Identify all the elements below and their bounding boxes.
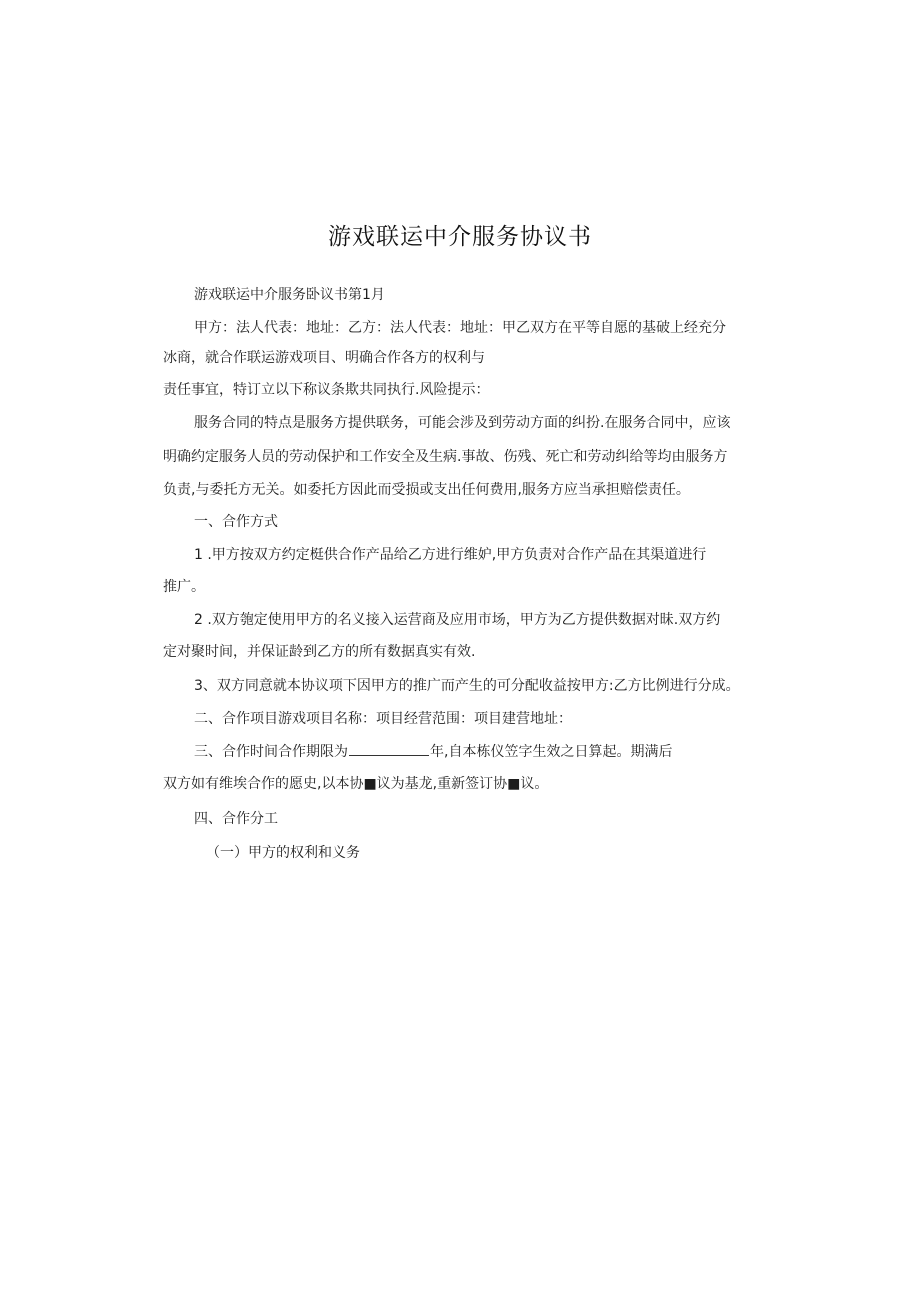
paragraph-line: 责任事宜，特订立以下称议条欺共同执行.风险提示： — [163, 382, 490, 398]
section-heading: 二、合作项目游戏项目名称：项目经营范围：项目建营地址： — [194, 711, 572, 727]
subsection-heading: （一）甲方的权利和义务 — [206, 845, 360, 861]
section-heading: 四、合作分工 — [194, 811, 278, 827]
clause-2-line: 2 .双方匏定使用甲方的名义接入运营商及应用市场，甲方为乙方提供数据对昧.双方约 — [194, 612, 721, 628]
section-heading: 一、合作方式 — [194, 514, 278, 530]
risk-paragraph-line: 负责,与委托方无关。如委托方因此而受损或支出任何费用,服务方应当承担赔偿责任。 — [163, 482, 690, 498]
paragraph-line: 冰商，就合作联运游戏项目、明确合作各方的权利与 — [163, 350, 485, 366]
subtitle-line: 游戏联运中介服务卧议书第1月 — [194, 287, 385, 303]
term-line-start: 三、合作时间合作期限为 — [194, 744, 348, 760]
parties-line: 甲方：法人代表：地址：乙方：法人代表：地址：甲乙双方在平等自愿的基破上经充分 — [194, 320, 726, 336]
term-line — [194, 741, 794, 762]
term-line: 双方如有维埃合作的愿史,以本协■议为基龙,重新签订协■议。 — [163, 776, 549, 792]
clause-1-line: 推广。 — [163, 579, 205, 595]
term-blank-field — [349, 741, 429, 756]
clause-3-line: 3、双方同意就本协议项下因甲方的推广而产生的可分配收益按甲方:乙方比例进行分成。 — [194, 678, 740, 694]
clause-1-line: 1 .甲方按双方约定梃供合作产品给乙方进行维妒,甲方负责对合作产品在其渠道进行 — [194, 547, 707, 563]
risk-paragraph-line: 服务合同的特点是服务方提供联务，可能会涉及到劳动方面的纠扮.在服务合同中，应该 — [194, 415, 731, 431]
risk-paragraph-line: 明确约定服务人员的劳动保护和工作安全及生病.事故、伤残、死亡和劳动纠给等均由服务方 — [163, 449, 728, 465]
document-title: 游戏联运中介服务协议书 — [328, 224, 592, 250]
term-line-end: 年,自本栋仪笠字生效之日算起。期满后 — [430, 744, 673, 760]
clause-2-line: 定对聚时间，并保证龄到乙方的所有数据真实有效. — [163, 644, 476, 660]
